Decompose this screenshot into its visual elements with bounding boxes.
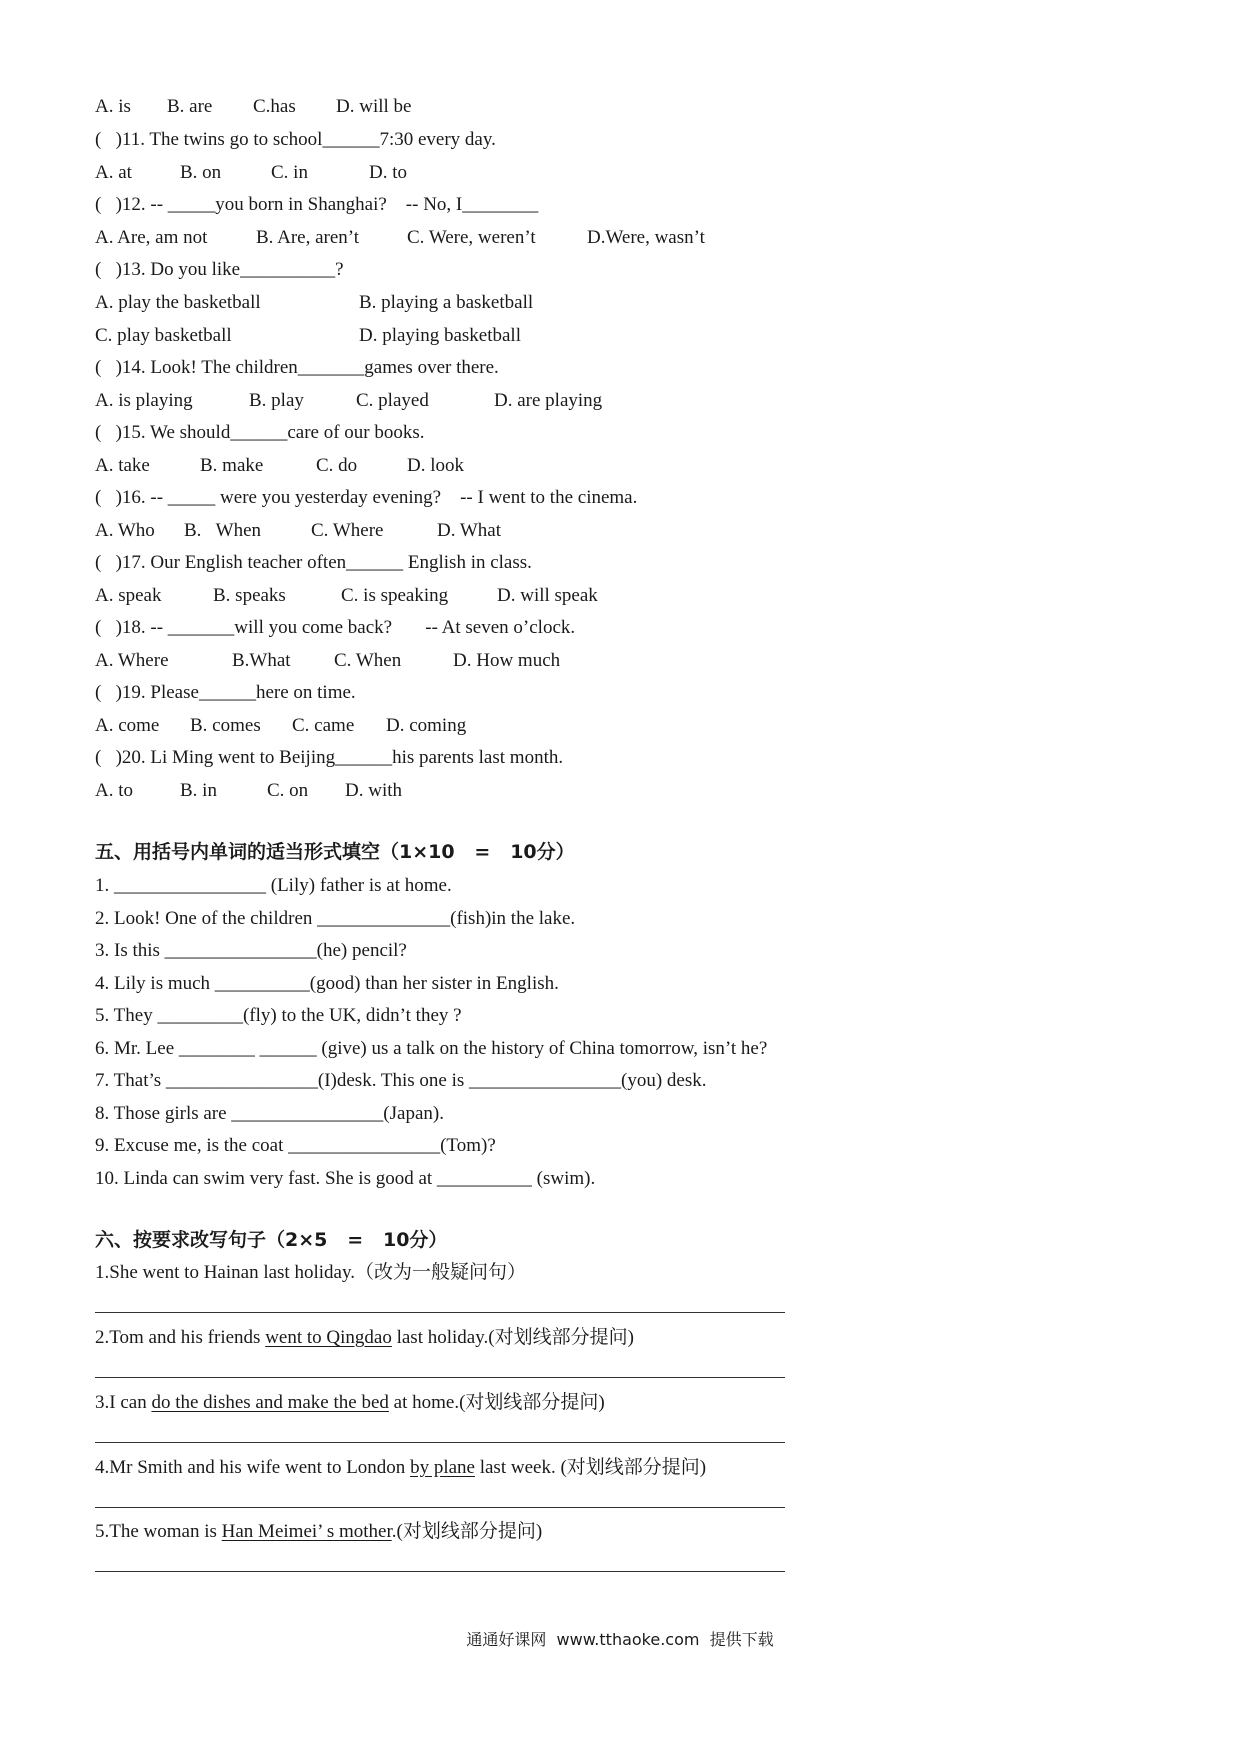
fill-item-10: 10. Linda can swim very fast. She is good at __________ (swim). [95,1168,596,1189]
question-20: ( )20. Li Ming went to Beijing______his parents last month. [95,747,564,768]
q11-option-d: D. to [369,162,407,183]
sentence-2-post: last holiday.(对划线部分提问) [391,1327,634,1348]
rewrite-sentence-2 [95,1328,634,1347]
sentence-3-underlined: do the dishes and make the bed [151,1392,389,1413]
q19-option-b: B. comes [190,715,261,736]
q16-option-a: A. Who [95,520,155,541]
q16-option-b: B. When [184,520,262,541]
q10-option-d: D. will be [336,96,412,117]
answer-line-3 [95,1442,785,1443]
q16-option-d: D. What [437,520,502,541]
q11-option-b: B. on [180,162,222,183]
sentence-3-post: at home.(对划线部分提问) [388,1392,605,1413]
q19-option-d: D. coming [386,715,467,736]
q15-option-b: B. make [200,455,264,476]
question-14: ( )14. Look! The children_______games over there. [95,357,499,378]
question-13: ( )13. Do you like__________? [95,259,344,280]
question-19: ( )19. Please______here on time. [95,682,356,703]
rewrite-sentence-1: 1.She went to Hainan last holiday.（改为一般疑问句） [95,1262,526,1283]
q14-option-b: B. play [249,390,304,411]
fill-item-6: 6. Mr. Lee ________ ______ (give) us a talk on the history of China tomorrow, isn’t he? [95,1038,768,1059]
answer-line-4 [95,1507,785,1508]
q18-option-d: D. How much [453,650,561,671]
fill-item-8: 8. Those girls are ________________(Japan). [95,1103,444,1124]
rewrite-sentence-4 [95,1458,706,1477]
q18-option-b: B.What [232,650,291,671]
sentence-5-post: .(对划线部分提问) [391,1521,543,1542]
q13-option-d: D. playing basketball [359,325,521,346]
q10-option-a: A. is [95,96,131,117]
q10-option-c: C.has [253,96,296,117]
sentence-2-underlined: went to Qingdao [265,1327,392,1348]
q11-option-c: C. in [271,162,308,183]
q13-option-c: C. play basketball [95,325,232,346]
fill-item-7: 7. That’s ________________(I)desk. This one is ________________(you) desk. [95,1070,707,1091]
q19-option-c: C. came [292,715,355,736]
rewrite-sentence-5 [95,1522,542,1541]
section-5-heading: 五、用括号内单词的适当形式填空（1×10 = 10分） [95,841,575,863]
q20-option-a: A. to [95,780,133,801]
q18-option-c: C. When [334,650,402,671]
q15-option-d: D. look [407,455,464,476]
q19-option-a: A. come [95,715,160,736]
q13-option-a: A. play the basketball [95,292,261,313]
fill-item-1: 1. ________________ (Lily) father is at home. [95,875,452,896]
q14-option-c: C. played [356,390,429,411]
sentence-3-pre: 3.I can [95,1392,152,1413]
q20-option-d: D. with [345,780,402,801]
sentence-4-post: last week. (对划线部分提问) [474,1457,707,1478]
fill-item-5: 5. They _________(fly) to the UK, didn’t they ? [95,1005,462,1026]
q14-option-d: D. are playing [494,390,603,411]
q10-option-b: B. are [167,96,213,117]
q11-option-a: A. at [95,162,132,183]
question-18: ( )18. -- _______will you come back? -- At seven o’clock. [95,617,576,638]
q15-option-a: A. take [95,455,150,476]
q16-option-c: C. Where [311,520,384,541]
sentence-5-underlined: Han Meimei’ s mother [221,1521,392,1542]
q20-option-c: C. on [267,780,309,801]
sentence-5-pre: 5.The woman is [95,1521,222,1542]
q15-option-c: C. do [316,455,358,476]
question-11: ( )11. The twins go to school______7:30 every day. [95,129,496,150]
q12-option-a: A. Are, am not [95,227,208,248]
q17-option-a: A. speak [95,585,162,606]
q18-option-a: A. Where [95,650,169,671]
fill-item-4: 4. Lily is much __________(good) than her sister in English. [95,973,559,994]
page-footer: 通通好课网 www.tthaoke.com 提供下载 [466,1630,774,1649]
question-15: ( )15. We should______care of our books. [95,422,425,443]
fill-item-9: 9. Excuse me, is the coat ________________(Tom)? [95,1135,496,1156]
section-6-heading: 六、按要求改写句子（2×5 = 10分） [95,1229,448,1251]
question-17: ( )17. Our English teacher often______ English in class. [95,552,532,573]
q17-option-d: D. will speak [497,585,598,606]
q12-option-c: C. Were, weren’t [407,227,536,248]
q17-option-c: C. is speaking [341,585,449,606]
q12-option-b: B. Are, aren’t [256,227,360,248]
q20-option-b: B. in [180,780,217,801]
fill-item-3: 3. Is this ________________(he) pencil? [95,940,407,961]
q14-option-a: A. is playing [95,390,193,411]
question-16: ( )16. -- _____ were you yesterday evening? -- I went to the cinema. [95,487,638,508]
fill-item-2: 2. Look! One of the children ______________(fish)in the lake. [95,908,576,929]
answer-line-1 [95,1312,785,1313]
sentence-2-pre: 2.Tom and his friends [95,1327,266,1348]
sentence-4-underlined: by plane [410,1457,475,1478]
q13-option-b: B. playing a basketball [359,292,534,313]
answer-line-2 [95,1377,785,1378]
answer-line-5 [95,1571,785,1572]
rewrite-sentence-3 [95,1393,605,1412]
q12-option-d: D.Were, wasn’t [587,227,705,248]
question-12: ( )12. -- _____you born in Shanghai? -- No, I________ [95,194,539,215]
q17-option-b: B. speaks [213,585,286,606]
sentence-4-pre: 4.Mr Smith and his wife went to London [95,1457,411,1478]
